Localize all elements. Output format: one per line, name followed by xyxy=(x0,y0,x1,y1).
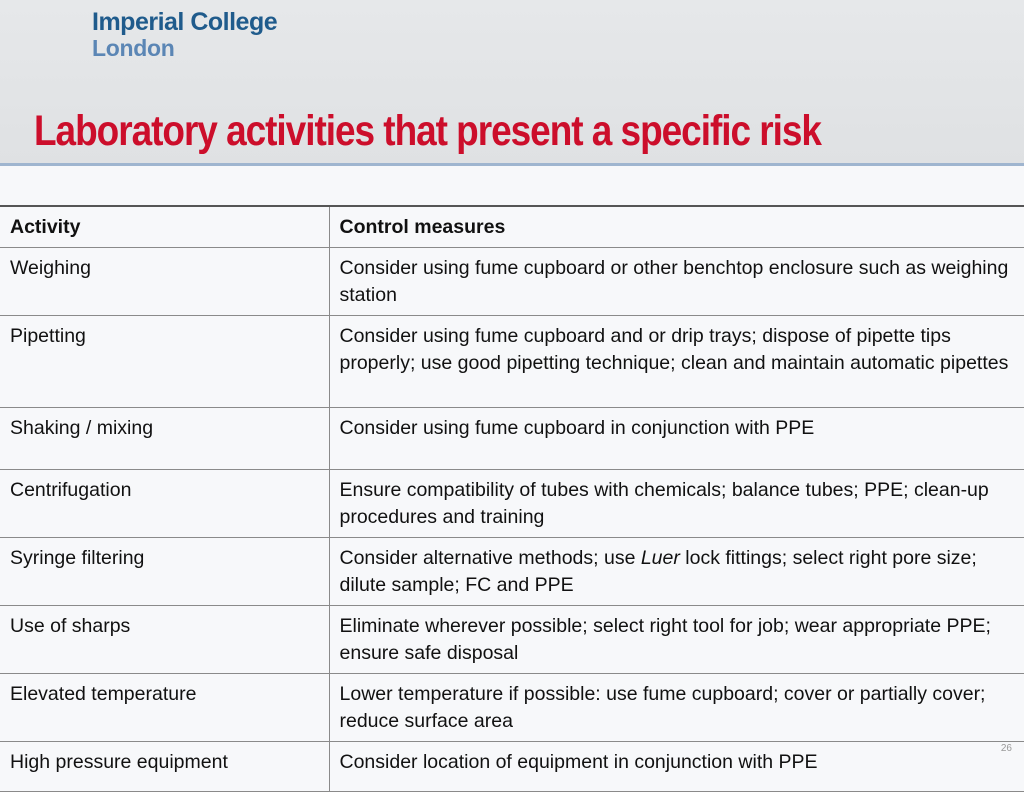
activity-cell: Syringe filtering xyxy=(0,538,329,606)
table-row xyxy=(0,470,1024,538)
measures-cell: Consider using fume cupboard in conjunction with PPE xyxy=(329,408,1024,470)
measures-cell: Eliminate wherever possible; select right tool for job; wear appropriate PPE; ensure safe disposal xyxy=(329,606,1024,674)
measures-cell: Consider location of equipment in conjunction with PPE xyxy=(329,742,1024,792)
table-row xyxy=(0,248,1024,316)
table-row xyxy=(0,538,1024,606)
page-number: 26 xyxy=(1000,743,1012,754)
logo-line-2: London xyxy=(92,35,175,61)
activity-cell: Shaking / mixing xyxy=(0,408,329,470)
header-control-measures: Control measures xyxy=(329,206,1024,248)
table-row xyxy=(0,316,1024,408)
slide-title: Laboratory activities that present a specific risk xyxy=(34,107,821,155)
measures-text-pre: Consider alternative methods; use xyxy=(339,547,641,569)
table-row xyxy=(0,674,1024,742)
measures-text-luer: Luer xyxy=(640,547,680,569)
activity-cell: Weighing xyxy=(0,248,329,316)
activity-cell: Use of sharps xyxy=(0,606,329,674)
measures-cell: Consider using fume cupboard or other benchtop enclosure such as weighing station xyxy=(329,248,1024,316)
imperial-college-logo xyxy=(92,10,277,60)
table-row xyxy=(0,408,1024,470)
table-header-row xyxy=(0,206,1024,248)
activity-cell: Elevated temperature xyxy=(0,674,329,742)
measures-cell: Ensure compatibility of tubes with chemicals; balance tubes; PPE; clean-up procedures and training xyxy=(329,470,1024,538)
activity-cell: Pipetting xyxy=(0,316,329,408)
measures-cell: Lower temperature if possible: use fume cupboard; cover or partially cover; reduce surface area xyxy=(329,674,1024,742)
measures-text-post: lock fittings; select right pore size; dilute sample; FC and PPE xyxy=(339,547,977,596)
table-row xyxy=(0,742,1024,792)
measures-cell xyxy=(329,538,1024,606)
risk-table xyxy=(0,205,1024,792)
slide-header xyxy=(0,0,1024,166)
activity-cell: High pressure equipment xyxy=(0,742,329,792)
measures-cell: Consider using fume cupboard and or drip trays; dispose of pipette tips properly; use good pipetting technique; clean and maintain automatic pipettes xyxy=(329,316,1024,408)
table-row xyxy=(0,606,1024,674)
header-activity: Activity xyxy=(0,206,329,248)
activity-cell: Centrifugation xyxy=(0,470,329,538)
logo-line-1: Imperial College xyxy=(92,8,278,36)
